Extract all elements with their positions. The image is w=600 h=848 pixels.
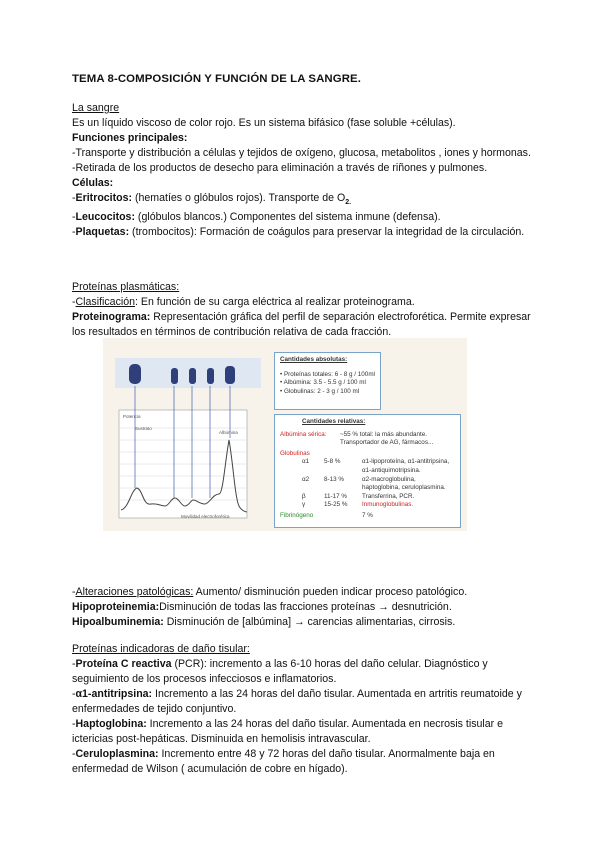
leucocitos-line: -Leucocitos: (glóbulos blancos.) Componentes del sistema inmune (defensa). (72, 211, 441, 224)
clasificacion-line: -Clasificación: En función de su carga eléctrica al realizar proteinograma. (72, 296, 415, 308)
pcr-text: (PCR): incremento a las 6-10 horas del daño celular. Diagnóstico y seguimiento de los procesos infecciosos e inflamatorios. (72, 658, 488, 685)
haptoglobina-label: Haptoglobina: (75, 718, 147, 730)
rel-fibrinogeno-pct: 7 % (362, 511, 373, 519)
rel-fibrinogeno-name: Fibrinógeno (280, 511, 314, 519)
alteraciones-line: -Alteraciones patológicas: Aumento/ disminución pueden indicar proceso patológico. (72, 586, 468, 598)
funcion-2: -Retirada de los productos de desecho para eliminación a través de riñones y pulmones. (72, 162, 488, 174)
graph-label-sustrato: Sustrato (135, 426, 152, 431)
hipoproteinemia-line (72, 600, 534, 615)
hipoproteinemia-label: Hipoproteinemia: (72, 601, 160, 613)
section-sangre (72, 101, 534, 240)
aat-label: α1-antitripsina: (75, 688, 153, 700)
rel-albumina-name: Albúmina sérica: (280, 430, 327, 438)
eritrocitos-text: (hematíes o glóbulos rojos). Transporte de O (132, 192, 346, 204)
indicadoras-heading: Proteínas indicadoras de daño tisular: (72, 643, 250, 655)
graph-label-albumina: Albúmina (219, 430, 238, 435)
abs-row-globulinas: • Globulinas: 2 - 3 g / 100 ml (280, 387, 360, 395)
abs-heading: Cantidades absolutas: (280, 356, 348, 363)
rel-row-name: γ (302, 501, 306, 509)
rel-row-pct: 11-17 % (324, 492, 347, 500)
rel-row-fibrinogeno (280, 512, 455, 521)
alteraciones-text: Aumento/ disminución pueden indicar proceso patológico. (193, 586, 468, 598)
haptoglobina-line: -Haptoglobina: Incremento a las 24 horas del daño tisular. Aumentada en necrosis tisular e ictericias post-hepáticas. Disminuida en hemolisis intravascular. (72, 718, 504, 745)
hipoalbuminemia-text: Disminución de [albúmina] → carencias alimentarias, cirrosis. (163, 616, 456, 628)
rel-row-pct: 5-8 % (324, 458, 341, 466)
absolute-quantities-box (274, 352, 381, 410)
eritrocitos-label: Eritrocitos: (75, 192, 133, 204)
rel-row-name: α1 (302, 458, 310, 466)
clasificacion-label: Clasificación (75, 296, 135, 308)
rel-row-text: α2-macroglobulina, haptoglobina, ceruloplasmina. (362, 475, 446, 492)
proteinograma-label: Proteinograma: (72, 311, 151, 323)
abs-row-total: • Proteínas totales: 6 - 8 g / 100ml (280, 370, 375, 378)
funciones-heading: Funciones principales: (72, 132, 188, 144)
hipoalbuminemia-line (72, 615, 534, 630)
section-proteinas (72, 280, 534, 340)
rel-row-pct: 15-25 % (324, 501, 348, 509)
rel-row-gamma (280, 501, 455, 510)
rel-heading: Cantidades relativas: (302, 418, 366, 425)
plaquetas-text: (trombocitos): Formación de coágulos para preservar la integridad de la circulación. (129, 226, 525, 239)
electrophoresis-graph (115, 358, 261, 522)
funcion-1: -Transporte y distribución a células y tejidos de oxígeno, glucosa, metabolitos , iones y hormonas. (72, 147, 531, 159)
graph-label-potencia: Potencia (123, 414, 141, 419)
rel-row-text: Inmunoglobulinas. (362, 501, 414, 509)
band-gamma (225, 366, 235, 384)
aat-line: -α1-antitripsina: Incremento a las 24 horas del daño tisular. Aumentada en artritis reumatoide y enfermedades de tejido conjuntivo. (72, 688, 522, 715)
band-albumina (129, 364, 141, 384)
page-title: TEMA 8-COMPOSICIÓN Y FUNCIÓN DE LA SANGRE. (72, 73, 361, 85)
hipoalbuminemia-label: Hipoalbuminemia: (72, 616, 164, 628)
ceruloplasmina-text: Incremento entre 48 y 72 horas del daño tisular. Anormalmente baja en enfermedad de Wilson ( acumulación de cobre en hígado). (72, 748, 495, 775)
ceruloplasmina-line: -Ceruloplasmina: Incremento entre 48 y 72 horas del daño tisular. Anormalmente baja en enfermedad de Wilson ( acumulación de cobre en hígado). (72, 748, 495, 775)
rel-row-pct: 8-13 % (324, 475, 344, 483)
proteinograma-text: Representación gráfica del perfil de separación electroforética. Permite expresar los resultados en términos de contribución relativa de cada fracción. (72, 311, 531, 338)
band-alpha2 (189, 368, 196, 384)
clasificacion-text: : En función de su carga eléctrica al realizar proteinograma. (135, 296, 415, 308)
rel-row-albumina (280, 431, 455, 448)
abs-row-albumina: • Albúmina: 3.5 - 5.5 g / 100 ml (280, 379, 366, 387)
celulas-heading: Células: (72, 177, 114, 189)
band-beta (207, 368, 214, 384)
hipoproteinemia-text: Disminución de todas las fracciones proteínas → desnutrición. (159, 601, 452, 613)
ceruloplasmina-label: Ceruloplasmina: (75, 748, 159, 760)
pcr-line: -Proteína C reactiva (PCR): incremento a las 6-10 horas del daño celular. Diagnóstico y seguimiento de los procesos infecciosos e inflamatorios. (72, 658, 488, 685)
rel-row-name: β (302, 492, 306, 500)
proteinograma-line (72, 310, 534, 340)
leucocitos-label: Leucocitos: (75, 211, 135, 224)
eritrocitos-line: -Eritrocitos: (hematíes o glóbulos rojos). Transporte de $O_{2.}$ (72, 192, 352, 207)
proteinogram-figure (103, 338, 467, 531)
rel-row-text: Transferrina, PCR. (362, 492, 415, 500)
graph-label-axis: Movilidad electroforética (181, 514, 230, 519)
pcr-label: Proteína C reactiva (75, 658, 172, 670)
rel-row-alpha2 (280, 476, 455, 493)
rel-row-alpha1 (280, 458, 455, 475)
rel-albumina-text: ~55 % total: la más abundante. Transportador de AG, fármacos... (340, 430, 434, 447)
aat-text: Incremento a las 24 horas del daño tisular. Aumentada en artritis reumatoide y enfermedades de tejido conjuntivo. (72, 688, 522, 715)
sangre-heading: La sangre (72, 102, 120, 114)
sangre-intro: Es un líquido viscoso de color rojo. Es un sistema bifásico (fase soluble +células). (72, 117, 456, 129)
section-alteraciones (72, 585, 534, 630)
plaquetas-line: -Plaquetas: (trombocitos): Formación de coágulos para preservar la integridad de la circulación. (72, 226, 525, 239)
relative-quantities-box (274, 414, 461, 528)
rel-row-beta (280, 493, 455, 502)
plaquetas-label: Plaquetas: (75, 226, 130, 239)
rel-row-text: α1-lipoproteína, α1-antitripsina, α1-antiquimotripsina. (362, 458, 450, 474)
section-indicadoras (72, 642, 534, 777)
leucocitos-text: (glóbulos blancos.) Componentes del sistema inmune (defensa). (134, 211, 441, 224)
haptoglobina-text: Incremento a las 24 horas del daño tisular. Aumentada en necrosis tisular e ictericias post-hepáticas. Disminuida en hemolisis intravascular. (72, 718, 504, 745)
band-alpha1 (171, 368, 178, 384)
rel-globulinas: Globulinas (280, 449, 310, 457)
rel-row-name: α2 (302, 475, 310, 483)
o2-subscript: 2. (345, 199, 352, 207)
alteraciones-label: Alteraciones patológicas: (75, 586, 194, 598)
proteinas-heading: Proteínas plasmáticas: (72, 281, 180, 293)
